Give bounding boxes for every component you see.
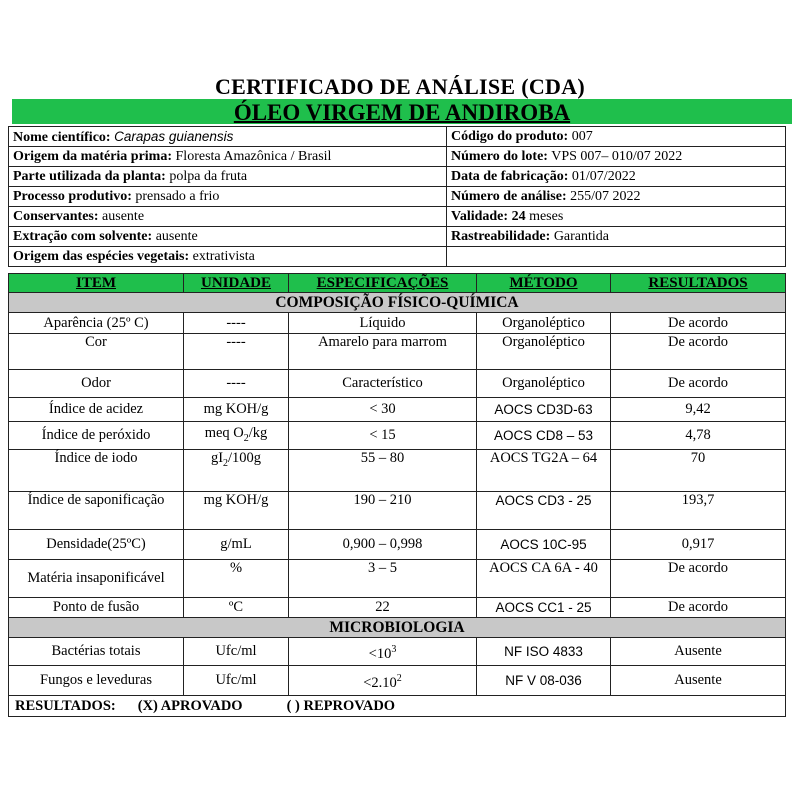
info-value: ausente	[102, 209, 145, 224]
cell-spec: 0,900 – 0,998	[289, 530, 477, 560]
table-row	[9, 398, 786, 422]
cell-result: De acordo	[611, 334, 786, 370]
info-key: Extração com solvente:	[13, 229, 153, 244]
cell-unit: Ufc/ml	[184, 638, 289, 666]
table-row	[9, 422, 786, 450]
cell-item: Odor	[9, 370, 184, 398]
cell-result: Ausente	[611, 666, 786, 696]
cell-item: Índice de iodo	[9, 450, 184, 492]
info-cell	[9, 247, 447, 267]
info-cell-empty	[447, 247, 786, 267]
info-value: Carapas guianensis	[114, 128, 234, 144]
document-title: CERTIFICADO DE ANÁLISE (CDA)	[214, 74, 586, 99]
section-physchem: COMPOSIÇÃO FÍSICO-QUÍMICA	[9, 293, 786, 313]
cell-method: NF V 08-036	[477, 666, 611, 696]
cell-method: Organoléptico	[477, 313, 611, 334]
section-row	[9, 618, 786, 638]
cell-method: AOCS CC1 - 25	[477, 598, 611, 618]
info-cell	[447, 227, 786, 247]
approved-option: (X) APROVADO	[137, 697, 243, 714]
cell-item: Cor	[9, 334, 184, 370]
info-row	[9, 127, 786, 147]
header-results: RESULTADOS	[611, 274, 786, 293]
cell-item: Matéria insaponificável	[9, 560, 184, 598]
cell-item: Bactérias totais	[9, 638, 184, 666]
analysis-results-table	[8, 273, 786, 717]
cell-result: 70	[611, 450, 786, 492]
info-cell	[447, 147, 786, 167]
cell-item: Fungos e leveduras	[9, 666, 184, 696]
table-row	[9, 598, 786, 618]
cell-unit	[184, 450, 289, 492]
section-row	[9, 293, 786, 313]
cell-unit	[184, 422, 289, 450]
section-micro: MICROBIOLOGIA	[9, 618, 786, 638]
unit-text: /100g	[228, 450, 262, 466]
info-key: Processo produtivo:	[13, 189, 132, 204]
cell-spec	[289, 638, 477, 666]
info-value: Floresta Amazônica / Brasil	[175, 149, 332, 164]
cell-method: AOCS TG2A – 64	[477, 450, 611, 492]
cell-unit: g/mL	[184, 530, 289, 560]
info-key: Número de análise:	[451, 189, 567, 204]
cell-method: AOCS CA 6A - 40	[477, 560, 611, 598]
cell-spec: Amarelo para marrom	[289, 334, 477, 370]
cell-item: Aparência (25º C)	[9, 313, 184, 334]
info-row	[9, 227, 786, 247]
rejected-option: ( ) REPROVADO	[286, 697, 396, 714]
cell-item: Densidade(25ºC)	[9, 530, 184, 560]
info-value: polpa da fruta	[169, 169, 248, 184]
unit-text: meq O	[204, 424, 244, 441]
cell-result: De acordo	[611, 370, 786, 398]
info-cell	[447, 187, 786, 207]
info-cell	[9, 227, 447, 247]
table-row	[9, 666, 786, 696]
info-key: Data de fabricação:	[451, 169, 569, 184]
unit-subscript: 2	[223, 457, 229, 469]
cell-method: AOCS CD3 - 25	[477, 492, 611, 530]
cell-unit: mg KOH/g	[184, 492, 289, 530]
cell-item: Ponto de fusão	[9, 598, 184, 618]
table-row	[9, 334, 786, 370]
info-value: extrativista	[192, 249, 255, 264]
cell-result: De acordo	[611, 598, 786, 618]
cell-spec: 190 – 210	[289, 492, 477, 530]
product-banner: ÓLEO VIRGEM DE ANDIROBA	[12, 99, 792, 124]
cell-spec: 3 – 5	[289, 560, 477, 598]
cell-result: De acordo	[611, 313, 786, 334]
info-key: Conservantes:	[13, 209, 99, 224]
cell-unit: mg KOH/g	[184, 398, 289, 422]
results-footer	[9, 696, 786, 717]
info-cell	[9, 147, 447, 167]
cell-unit: ----	[184, 334, 289, 370]
info-value: meses	[529, 209, 564, 224]
cell-spec: < 15	[289, 422, 477, 450]
table-row	[9, 450, 786, 492]
cell-unit: %	[184, 560, 289, 598]
cell-result: De acordo	[611, 560, 786, 598]
cell-method: NF ISO 4833	[477, 638, 611, 666]
info-key: Rastreabilidade:	[451, 229, 551, 244]
info-row	[9, 207, 786, 227]
info-cell	[447, 207, 786, 227]
cell-item: Índice de peróxido	[9, 422, 184, 450]
cell-item: Índice de acidez	[9, 398, 184, 422]
table-row	[9, 530, 786, 560]
spec-base: <2.10	[363, 674, 397, 691]
info-row	[9, 247, 786, 267]
spec-exponent: 2	[396, 672, 402, 684]
cell-unit: ºC	[184, 598, 289, 618]
info-value: 255/07 2022	[570, 189, 641, 204]
cell-spec	[289, 666, 477, 696]
cell-unit: ----	[184, 370, 289, 398]
cell-item: Índice de saponificação	[9, 492, 184, 530]
cell-spec: Líquido	[289, 313, 477, 334]
table-row	[9, 313, 786, 334]
cell-spec: Característico	[289, 370, 477, 398]
cell-method: AOCS 10C-95	[477, 530, 611, 560]
info-key: Código do produto:	[451, 129, 569, 144]
info-value-bold: 24	[511, 209, 526, 224]
info-value: ausente	[155, 229, 198, 244]
info-cell	[447, 167, 786, 187]
cell-spec: 55 – 80	[289, 450, 477, 492]
cell-result: 9,42	[611, 398, 786, 422]
info-key: Origem das espécies vegetais:	[13, 249, 190, 264]
results-label: RESULTADOS:	[15, 697, 116, 714]
cell-result: 193,7	[611, 492, 786, 530]
cell-unit: ----	[184, 313, 289, 334]
cell-spec: < 30	[289, 398, 477, 422]
header-unit: UNIDADE	[184, 274, 289, 293]
spec-exponent: 3	[391, 643, 397, 655]
info-row	[9, 147, 786, 167]
info-cell	[9, 127, 447, 147]
info-key: Nome científico:	[13, 129, 111, 145]
cell-method: Organoléptico	[477, 370, 611, 398]
info-key: Origem da matéria prima:	[13, 149, 173, 164]
info-cell	[9, 207, 447, 227]
unit-text: gI	[210, 450, 224, 466]
header-item: ITEM	[9, 274, 184, 293]
info-value: VPS 007– 010/07 2022	[551, 149, 683, 164]
table-row	[9, 638, 786, 666]
info-cell	[9, 187, 447, 207]
table-header-row	[9, 274, 786, 293]
info-cell	[447, 127, 786, 147]
spec-base: <10	[368, 645, 392, 662]
cell-result: 0,917	[611, 530, 786, 560]
info-row	[9, 167, 786, 187]
info-key: Validade:	[451, 209, 509, 224]
header-specs: ESPECIFICAÇÕES	[289, 274, 477, 293]
table-row	[9, 370, 786, 398]
table-row	[9, 492, 786, 530]
info-key: Número do lote:	[451, 149, 548, 164]
unit-subscript: 2	[243, 432, 249, 444]
cell-result: Ausente	[611, 638, 786, 666]
info-key: Parte utilizada da planta:	[13, 169, 166, 184]
cell-unit: Ufc/ml	[184, 666, 289, 696]
cell-method: AOCS CD3D-63	[477, 398, 611, 422]
info-value: 007	[571, 129, 593, 144]
results-footer-row	[9, 696, 786, 717]
unit-text: /kg	[248, 424, 268, 441]
cell-method: Organoléptico	[477, 334, 611, 370]
info-value: prensado a frio	[135, 189, 220, 204]
header-method: MÉTODO	[477, 274, 611, 293]
cell-method: AOCS CD8 – 53	[477, 422, 611, 450]
info-cell	[9, 167, 447, 187]
cell-spec: 22	[289, 598, 477, 618]
info-value: 01/07/2022	[571, 169, 636, 184]
info-row	[9, 187, 786, 207]
cell-result: 4,78	[611, 422, 786, 450]
table-row	[9, 560, 786, 598]
info-value: Garantida	[553, 229, 610, 244]
product-info-table	[8, 126, 786, 267]
